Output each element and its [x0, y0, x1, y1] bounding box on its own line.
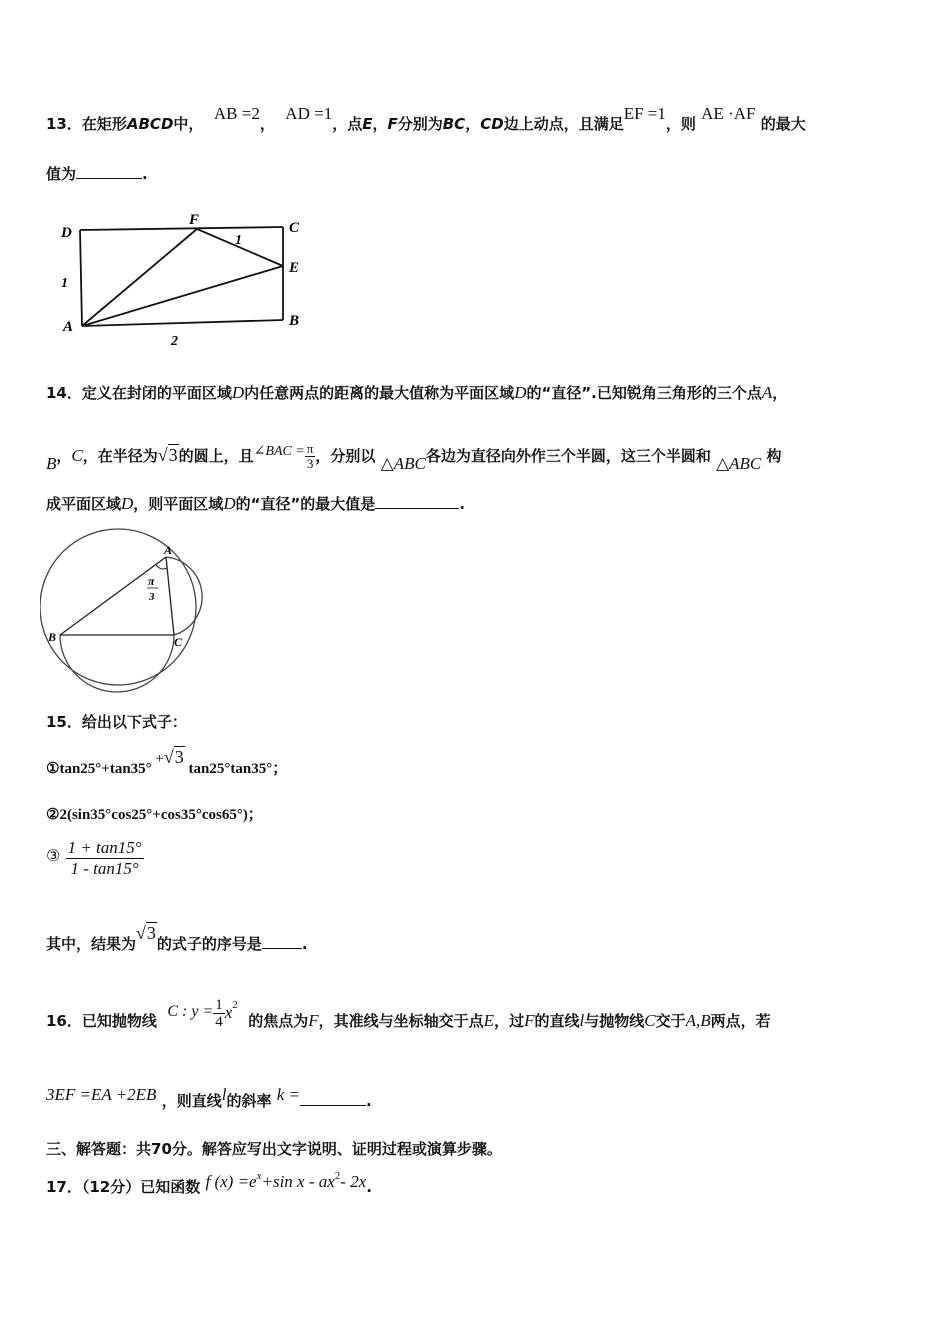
label-D: D	[61, 225, 72, 241]
ab-eq: AB =2	[213, 104, 260, 123]
label-A: A	[63, 319, 74, 335]
label-pi: π	[148, 574, 155, 588]
semicircle-BC	[60, 635, 174, 692]
edge-DA	[80, 230, 82, 326]
parabola-eq: C : y =	[167, 1003, 214, 1020]
q16-line1: 16．已知抛物线 C : y = $\frac{1}{4}$ $x^2$ 的焦点为F，其准线与坐标轴交于点E，过F的直线l与抛物线C交于A,B两点，若	[46, 997, 771, 1030]
dot-product: AE ·AF	[701, 104, 756, 123]
answer-blank-15[interactable]	[262, 934, 302, 949]
label-E: E	[289, 260, 300, 276]
sqrt-3: √3	[157, 445, 178, 465]
label-slant-1: 1	[235, 233, 242, 248]
q15-expr1: ①tan25°+tan35° +√3 tan25°tan35°；	[46, 747, 288, 777]
sqrt-3: √3	[136, 923, 156, 943]
label-side-1: 1	[61, 276, 68, 291]
label-A: A	[164, 543, 173, 557]
function-def: f (x) =e	[205, 1172, 257, 1191]
q15-expr2: ②2(sin35°cos25°+cos35°cos65°)；	[46, 807, 263, 823]
q16-line2: 3EF =EA +2EB ，则直线l的斜率 k = .	[46, 1085, 372, 1110]
quarter-fraction: $\frac{1}{4}$	[215, 997, 223, 1030]
segment-AE	[82, 266, 283, 326]
q14-line1: 14．定义在封闭的平面区域D内任意两点的距离的最大值称为平面区域D的“直径”.已知锐角三角形的三个点A，	[46, 383, 788, 402]
ef-eq: EF =1	[623, 104, 666, 123]
q15-expr3: ③ $\frac{1 + \tan 15^\circ}{1 - \tan 15^\circ}$	[46, 838, 142, 878]
angle-bac: ∠BAC =	[253, 444, 305, 459]
semicircle-AC	[166, 557, 202, 635]
q13-line1: 13．在矩形ABCD中， AB =2， AD =1，点E，F分别为BC，CD边上动点，且满足EF =1，则 AE ·AF 的最大	[46, 104, 806, 133]
label-side-2: 2	[171, 334, 178, 349]
label-3: 3	[149, 591, 155, 603]
label-B: B	[48, 630, 57, 644]
circumcircle	[40, 529, 196, 685]
q14-line2: B，C，在半径为√3的圆上，且∠BAC = $\frac{\pi}{3}$ ，分别以 △ABC各边为直径向外作三个半圆，这三个半圆和 △ABC 构	[46, 441, 782, 473]
edge-AB	[82, 320, 283, 326]
q13-line2: 值为 .	[46, 165, 148, 183]
rect-name: ABCD	[126, 115, 174, 133]
label-C: C	[289, 220, 300, 236]
side-AC	[166, 557, 174, 635]
sqrt-3: √3	[163, 747, 184, 767]
q15-title: 15．给出以下式子：	[46, 713, 187, 731]
edge-DC	[80, 227, 283, 230]
section-title: 三、解答题：共70分。解答应写出文字说明、证明过程或演算步骤。	[46, 1140, 502, 1158]
q14-line3: 成平面区域D，则平面区域D的“直径”的最大值是 .	[46, 494, 466, 513]
label-B: B	[289, 313, 300, 329]
figure-circle	[40, 525, 220, 695]
q15-question: 其中，结果为√3的式子的序号是 .	[46, 923, 308, 953]
answer-blank-14[interactable]	[375, 494, 459, 509]
label-C: C	[174, 635, 183, 649]
figure-rectangle	[55, 205, 315, 350]
answer-blank-13[interactable]	[76, 164, 142, 179]
tan-fraction: $\frac{1 + \tan 15^\circ}{1 - \tan 15^\circ}$	[67, 838, 142, 878]
label-F: F	[189, 212, 200, 228]
answer-blank-16[interactable]	[300, 1091, 366, 1106]
q17-line: 17．（12分）已知函数 f $(x) =e^x+\sin$ x - $ax^2-$ 2x.	[46, 1170, 372, 1196]
vector-eq: 3EF =EA +2EB	[46, 1085, 157, 1104]
segment-AF	[82, 229, 197, 326]
ad-eq: AD =1	[285, 104, 333, 123]
angle-arc-A	[156, 565, 167, 569]
pi-over-3: $\frac{\pi}{3}$	[306, 441, 314, 471]
